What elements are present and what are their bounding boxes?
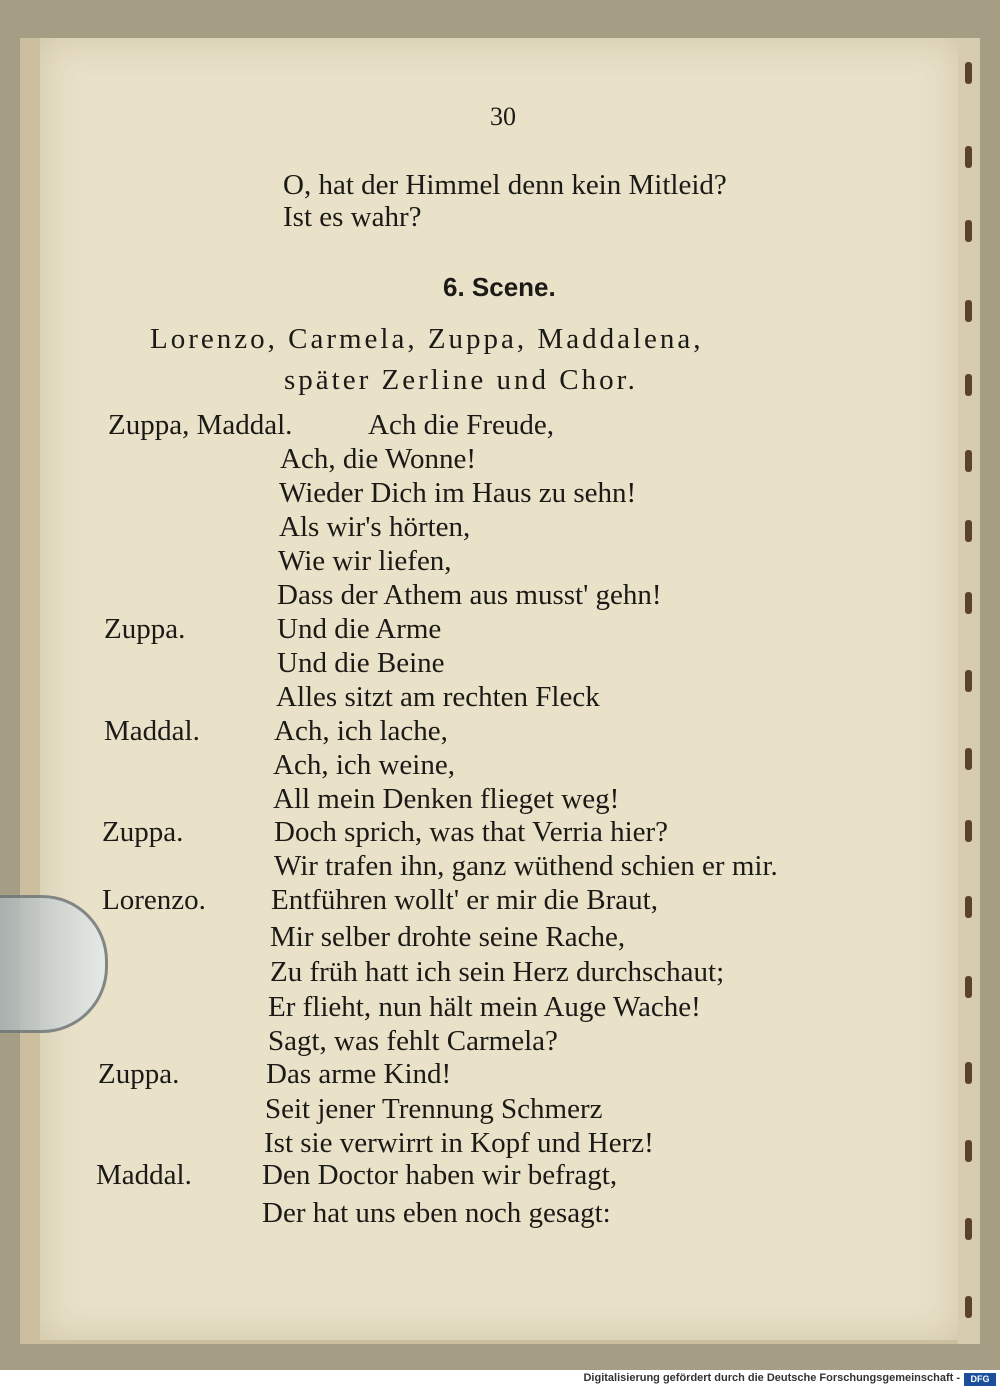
- cast-list: Lorenzo, Carmela, Zuppa, Maddalena,: [150, 323, 704, 355]
- dfg-logo: DFG: [964, 1373, 996, 1386]
- funding-credit: Digitalisierung gefördert durch die Deutsche Forschungsgemeinschaft -: [583, 1372, 960, 1384]
- verse-line: All mein Denken flieget weg!: [273, 783, 620, 815]
- verse-line: O, hat der Himmel denn kein Mitleid?: [283, 169, 727, 201]
- speaker-label: Zuppa.: [102, 816, 184, 848]
- verse-line: Und die Beine: [277, 647, 445, 679]
- verse-line: Ach die Freude,: [368, 409, 555, 441]
- verse-line: Das arme Kind!: [266, 1058, 452, 1090]
- verse-line: Mir selber drohte seine Rache,: [270, 921, 626, 953]
- speaker-label: Maddal.: [104, 715, 200, 747]
- verse-line: Als wir's hörten,: [279, 511, 471, 543]
- verse-line: Ach, ich lache,: [274, 715, 448, 747]
- verse-line: Alles sitzt am rechten Fleck: [276, 681, 600, 713]
- verse-line: Doch sprich, was that Verria hier?: [274, 816, 669, 848]
- verse-line: Wir trafen ihn, ganz wüthend schien er mir.: [274, 850, 778, 882]
- speaker-label: Zuppa.: [98, 1058, 180, 1090]
- verse-line: Wie wir liefen,: [278, 545, 452, 577]
- speaker-label: Maddal.: [96, 1159, 192, 1191]
- verse-line: Er flieht, nun hält mein Auge Wache!: [268, 991, 701, 1023]
- speaker-label: Zuppa, Maddal.: [108, 409, 293, 441]
- page-number: 30: [490, 102, 516, 131]
- verse-line: Ach, ich weine,: [273, 749, 455, 781]
- scene-heading: 6. Scene.: [443, 272, 556, 302]
- verse-line: Der hat uns eben noch gesagt:: [262, 1197, 611, 1229]
- verse-line: Wieder Dich im Haus zu sehn!: [279, 477, 637, 509]
- verse-line: Ist sie verwirrt in Kopf und Herz!: [264, 1127, 654, 1159]
- verse-line: Ist es wahr?: [283, 201, 422, 233]
- verse-line: Zu früh hatt ich sein Herz durchschaut;: [270, 956, 725, 988]
- verse-line: Entführen wollt' er mir die Braut,: [271, 884, 658, 916]
- speaker-label: Zuppa.: [104, 613, 186, 645]
- speaker-label: Lorenzo.: [102, 884, 206, 916]
- cast-list-continued: später Zerline und Chor.: [284, 364, 638, 396]
- verse-line: Dass der Athem aus musst' gehn!: [277, 579, 662, 611]
- digitization-footer: [0, 1370, 1000, 1390]
- verse-line: Seit jener Trennung Schmerz: [265, 1093, 603, 1125]
- verse-line: Den Doctor haben wir befragt,: [262, 1159, 618, 1191]
- verse-line: Ach, die Wonne!: [280, 443, 477, 475]
- verse-line: Und die Arme: [277, 613, 442, 645]
- verse-line: Sagt, was fehlt Carmela?: [268, 1025, 558, 1057]
